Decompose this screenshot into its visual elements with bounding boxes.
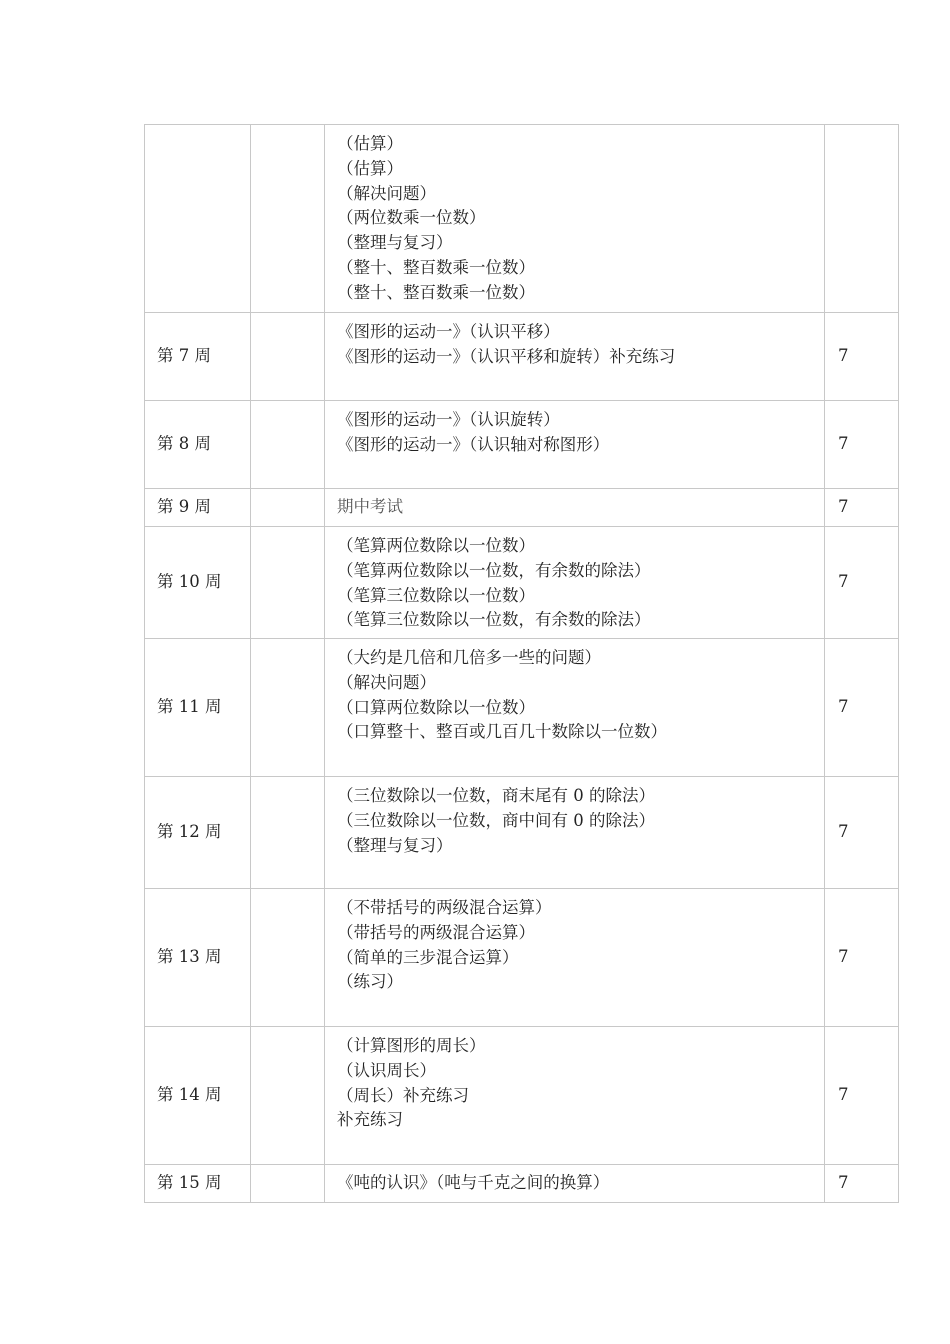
content-line: （整理与复习） [337,835,453,855]
content-cell [325,889,825,1027]
content-line: （三位数除以一位数，商中间有 0 的除法） [337,810,655,830]
blank-cell [251,1027,325,1165]
content-line: （解决问题） [337,183,436,203]
content-line: 《吨的认识》（吨与千克之间的换算） [337,1173,610,1193]
hours-cell [825,125,899,313]
blank-cell [251,489,325,527]
blank-cell [251,889,325,1027]
content-line: （口算整十、整百或几百几十数除以一位数） [337,722,667,742]
content-line: （带括号的两级混合运算） [337,922,535,942]
week-cell: 第 7 周 [145,313,251,401]
week-cell: 第 11 周 [145,639,251,777]
content-line: （两位数乘一位数） [337,208,486,228]
hours-cell: 7 [825,401,899,489]
content-line: 《图形的运动一》（认识平移和旋转）补充练习 [337,346,676,366]
week-cell: 第 9 周 [145,489,251,527]
week-cell: 第 12 周 [145,777,251,889]
table-row [145,125,899,313]
content-cell [325,401,825,489]
schedule-table [144,124,899,1203]
content-line: （整理与复习） [337,233,453,253]
content-cell [325,639,825,777]
table-row [145,639,899,777]
content-cell [325,527,825,639]
table-row [145,313,899,401]
content-line: （大约是几倍和几倍多一些的问题） [337,648,601,667]
content-line: （口算两位数除以一位数） [337,697,535,717]
table-row [145,889,899,1027]
blank-cell [251,777,325,889]
content-cell [325,489,825,527]
content-line: （整十、整百数乘一位数） [337,282,535,302]
content-line: 期中考试 [337,497,403,517]
hours-cell: 7 [825,1027,899,1165]
table-row [145,401,899,489]
blank-cell [251,527,325,639]
content-line: （周长）补充练习 [337,1085,469,1105]
blank-cell [251,313,325,401]
content-line: 补充练习 [337,1110,403,1130]
table-row [145,1165,899,1203]
table-row [145,1027,899,1165]
content-line: （估算） [337,134,403,153]
content-line: （整十、整百数乘一位数） [337,257,535,277]
hours-cell: 7 [825,313,899,401]
content-line: （简单的三步混合运算） [337,947,519,967]
content-line: （解决问题） [337,672,436,692]
content-line: （估算） [337,158,403,178]
content-line: （笔算三位数除以一位数） [337,585,535,605]
content-cell [325,1027,825,1165]
hours-cell: 7 [825,889,899,1027]
blank-cell [251,1165,325,1203]
week-cell: 第 15 周 [145,1165,251,1203]
content-line: （笔算两位数除以一位数，有余数的除法） [337,560,651,580]
blank-cell [251,401,325,489]
content-line: （计算图形的周长） [337,1036,486,1055]
hours-cell: 7 [825,489,899,527]
blank-cell [251,125,325,313]
content-line: 《图形的运动一》（认识轴对称图形） [337,434,610,454]
content-cell [325,313,825,401]
week-cell [145,125,251,313]
hours-cell: 7 [825,777,899,889]
content-line: （不带括号的两级混合运算） [337,898,552,917]
content-line: （三位数除以一位数，商末尾有 0 的除法） [337,786,655,805]
hours-cell: 7 [825,639,899,777]
content-line: 《图形的运动一》（认识旋转） [337,410,560,429]
content-line: 《图形的运动一》（认识平移） [337,322,560,341]
week-cell: 第 8 周 [145,401,251,489]
table-row [145,527,899,639]
week-cell: 第 14 周 [145,1027,251,1165]
content-cell [325,1165,825,1203]
blank-cell [251,639,325,777]
hours-cell: 7 [825,1165,899,1203]
content-line: （笔算两位数除以一位数） [337,536,535,555]
content-cell [325,777,825,889]
content-line: （练习） [337,972,403,992]
content-cell [325,125,825,313]
week-cell: 第 10 周 [145,527,251,639]
hours-cell: 7 [825,527,899,639]
content-line: （笔算三位数除以一位数，有余数的除法） [337,610,651,630]
week-cell: 第 13 周 [145,889,251,1027]
table-row [145,777,899,889]
content-line: （认识周长） [337,1060,436,1080]
table-row [145,489,899,527]
